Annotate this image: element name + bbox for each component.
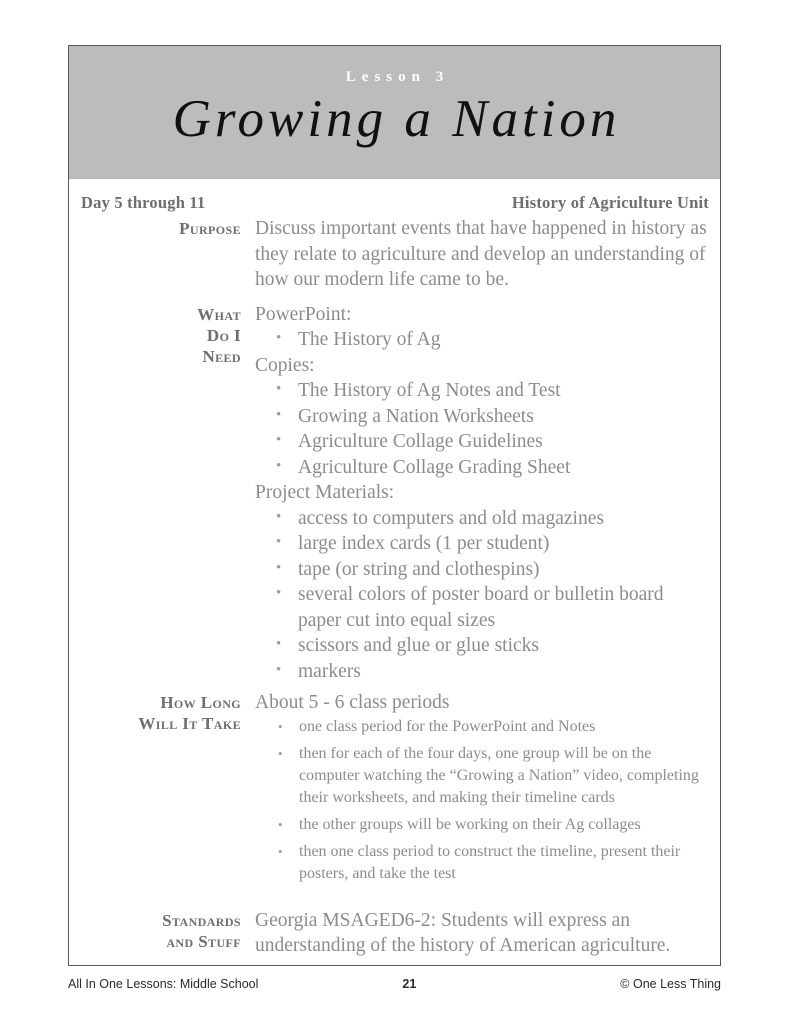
list-item: • Growing a Nation Worksheets — [255, 404, 710, 430]
list-item: • then for each of the four days, one group will be on the computer watching the “Growing a Nation” video, completing their worksheets, and making their timeline cards — [255, 743, 710, 809]
lesson-title: Growing a Nation — [172, 90, 621, 148]
list-item: • The History of Ag Notes and Test — [255, 378, 710, 404]
page-footer — [68, 974, 721, 994]
lesson-content-frame — [68, 45, 721, 966]
list-item: • Agriculture Collage Grading Sheet — [255, 455, 710, 481]
lesson-number: Lesson 3 — [345, 69, 450, 85]
list-item: • then one class period to construct the timeline, present their posters, and take the test — [255, 841, 710, 885]
how-long-list — [255, 716, 710, 885]
section-content-how-long — [255, 690, 720, 890]
section-label-line-2: Do I — [206, 325, 241, 345]
footer-copyright: © One Less Thing — [620, 977, 721, 991]
section-label-line-1: Standards — [162, 910, 241, 930]
list-item: • access to computers and old magazines — [255, 506, 710, 532]
section-purpose — [69, 216, 720, 293]
section-label-line-1: How Long — [160, 693, 241, 712]
section-label-purpose — [69, 216, 255, 239]
section-label-standards — [69, 908, 255, 952]
section-standards — [69, 908, 720, 967]
list-item: • Agriculture Collage Guidelines — [255, 429, 710, 455]
list-item: • large index cards (1 per student) — [255, 531, 710, 557]
section-how-long — [69, 690, 720, 890]
section-label-how-long — [69, 690, 255, 734]
section-label-what-do-i-need — [69, 302, 255, 367]
section-what-do-i-need — [69, 302, 720, 685]
list-item: • the other groups will be working on their Ag collages — [255, 814, 710, 836]
day-range: Day 5 through 11 — [81, 193, 206, 212]
section-label-purpose-line: Purpose — [179, 219, 241, 238]
standards-text: Georgia MSAGED6-2: Students will express an understanding of the history of American agriculture. — [255, 909, 671, 956]
section-content-what-do-i-need — [255, 302, 720, 685]
list-item: • The History of Ag — [255, 327, 710, 353]
purpose-text: Discuss important events that have happened in history as they relate to agriculture and develop an understanding of how our modern life came to be. — [255, 218, 707, 290]
footer-page-number: 21 — [402, 977, 417, 991]
list-item: • scissors and glue or glue sticks — [255, 633, 710, 659]
how-long-heading: About 5 - 6 class periods — [255, 692, 450, 713]
materials-list-project — [255, 506, 710, 685]
section-label-line-2: Will It Take — [138, 714, 241, 733]
section-content-standards — [255, 908, 720, 967]
materials-group-heading-project: Project Materials: — [255, 482, 395, 503]
section-label-line-1: What — [197, 304, 241, 324]
materials-group-heading-powerpoint: PowerPoint: — [255, 303, 352, 325]
list-item: • tape (or string and clothespins) — [255, 557, 710, 583]
running-head — [69, 193, 720, 213]
lesson-title-band — [69, 46, 720, 179]
materials-list-copies — [255, 378, 710, 480]
section-label-line-3: Need — [202, 346, 241, 366]
section-content-purpose — [255, 216, 720, 293]
section-label-line-2: and Stuff — [166, 931, 241, 951]
footer-series-title: All In One Lessons: Middle School — [68, 977, 259, 991]
materials-group-heading-copies: Copies: — [255, 354, 315, 376]
list-item: • one class period for the PowerPoint and Notes — [255, 716, 710, 738]
materials-list-powerpoint — [255, 327, 710, 353]
lesson-body — [69, 216, 720, 966]
list-item: • markers — [255, 659, 710, 685]
unit-name: History of Agriculture Unit — [511, 193, 709, 212]
list-item: • several colors of poster board or bulletin board paper cut into equal sizes — [255, 582, 710, 633]
